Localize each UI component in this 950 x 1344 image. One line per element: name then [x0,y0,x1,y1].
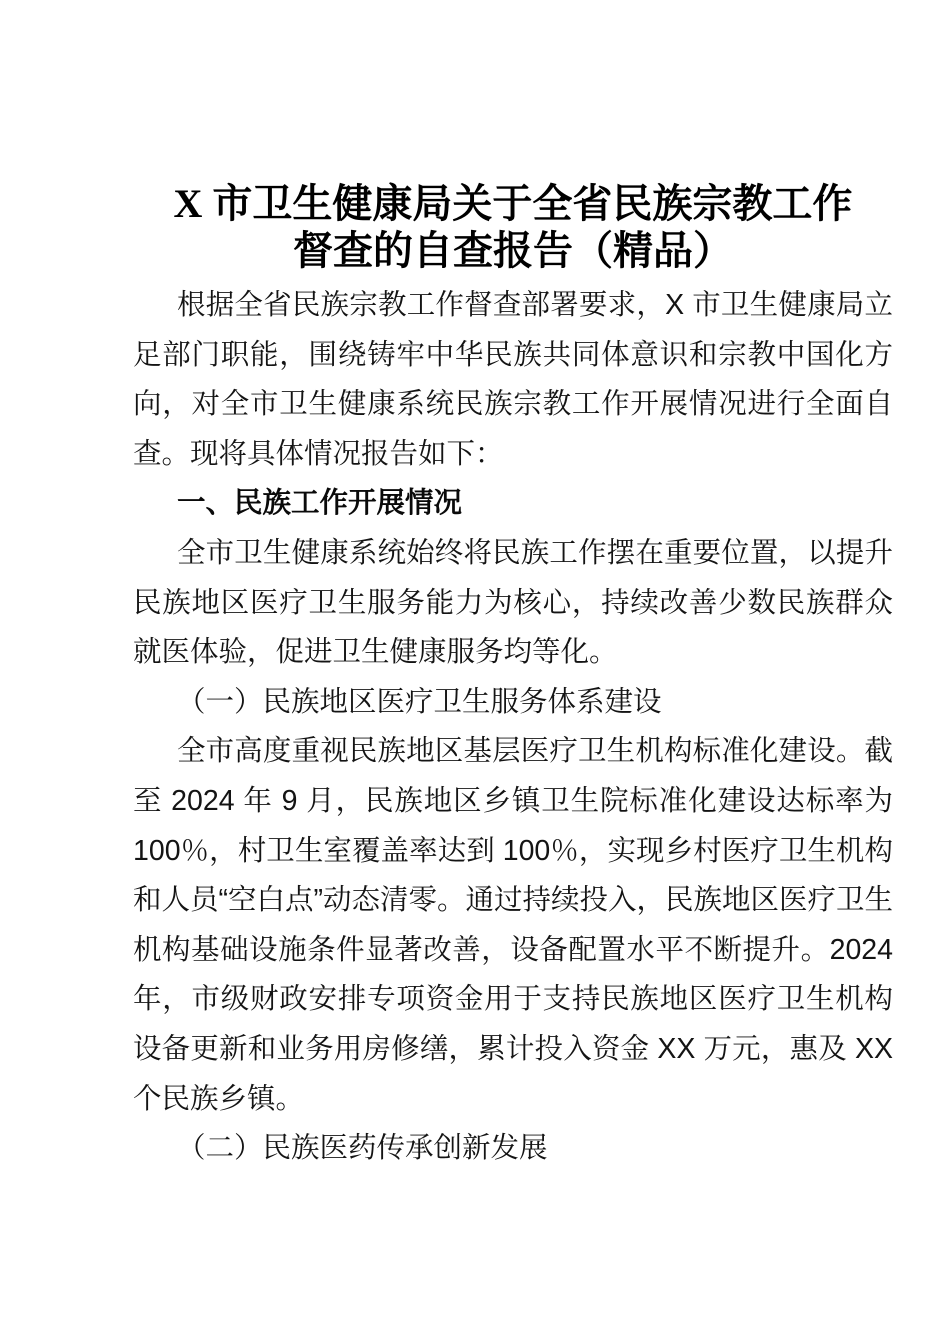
document-title: X 市卫生健康局关于全省民族宗教工作督查的自查报告（精品） [173,181,853,273]
document-page [133,0,893,1174]
body-paragraph: 全市高度重视民族地区基层医疗卫生机构标准化建设。截至 2024 年 9 月，民族地区乡镇卫生院标准化建设达标率为 100％，村卫生室覆盖率达到 100％，实现乡村医疗卫生机构和人员“空白点”动态清零。通过持续投入，民族地区医疗卫生机构基础设施条件显著改善，设备配置水平不断提升。2024 年，市级财政安排专项资金用于支持民族地区医疗卫生机构设备更新和业务用房修缮，累计投入资金 XX 万元，惠及 XX 个民族乡镇。 [133,735,893,1115]
body-paragraph: 全市卫生健康系统始终将民族工作摆在重要位置，以提升民族地区医疗卫生服务能力为核心，持续改善少数民族群众就医体验，促进卫生健康服务均等化。 [133,536,893,669]
section-heading-level-2: （二）民族医药传承创新发展 [177,1132,548,1165]
section-heading-level-2: （一）民族地区医疗卫生服务体系建设 [177,685,662,718]
body-paragraph: 根据全省民族宗教工作督查部署要求，X 市卫生健康局立足部门职能，围绕铸牢中华民族共同体意识和宗教中国化方向，对全市卫生健康系统民族宗教工作开展情况进行全面自查。现将具体情况报告如下： [133,289,893,470]
section-heading-level-1: 一、民族工作开展情况 [177,487,463,520]
document-body [133,281,893,1174]
